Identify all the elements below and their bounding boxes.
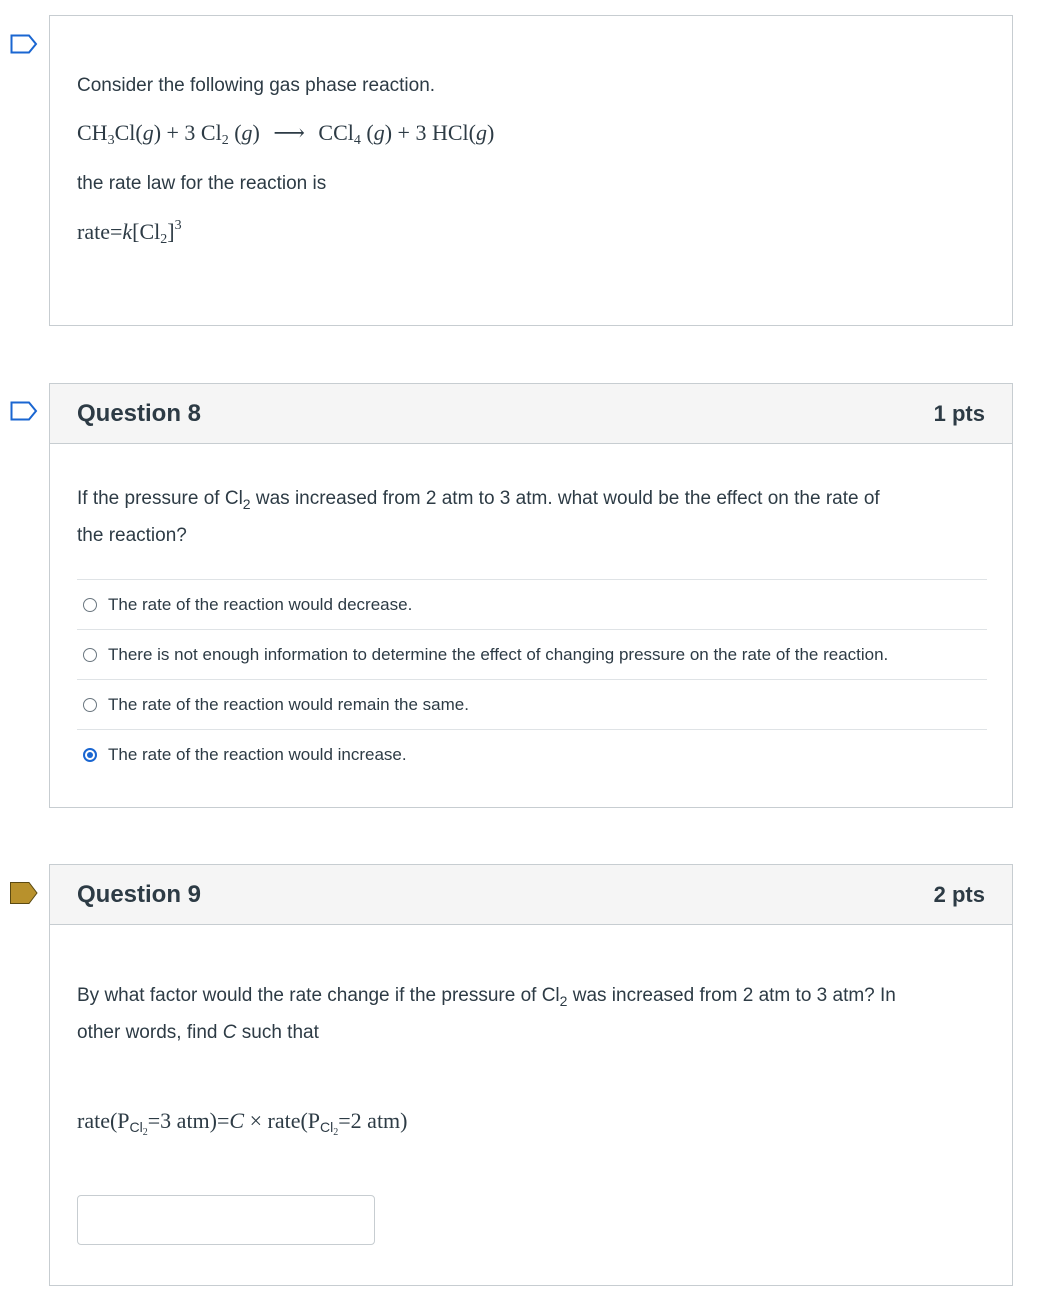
radio-button[interactable]: [83, 648, 97, 662]
bookmark-flag-icon-q8[interactable]: [10, 401, 38, 421]
rate-law-equation: $rate=k[Cl_2]^3$: [77, 218, 182, 247]
answer-label: The rate of the reaction would remain the same.: [108, 694, 469, 714]
answer-option-3[interactable]: [77, 679, 987, 729]
radio-button[interactable]: [83, 598, 97, 612]
question-9-points: 2 pts: [933, 881, 985, 907]
question-9-title: Question 9: [77, 880, 202, 908]
question-9-equation: $rate(P_{Cl_2}=3$ $atm)=C \times rate(P_{Cl_2}=2$ atm): [77, 1108, 408, 1138]
question-8-answers: [77, 579, 987, 779]
reaction-equation: $CH_3Cl(g) + 3$ $Cl_2$ (g) ⟶ CCl$_4$ (g) + 3 HCl(g): [77, 120, 495, 148]
answer-option-1[interactable]: [77, 579, 987, 629]
question-9-panel: [49, 864, 1013, 1286]
answer-label: There is not enough information to determine the effect of changing pressure on the rate of the reaction.: [108, 644, 889, 664]
question-8-points: 1 pts: [933, 400, 985, 426]
question-8-prompt: If the pressure of $Cl_2$ was increased from 2 atm to 3 atm. what would be the effect on the rate of the reaction?: [77, 488, 880, 546]
question-8-panel: [49, 383, 1013, 808]
answer-label: The rate of the reaction would decrease.: [108, 594, 413, 614]
intro-panel: [49, 15, 1013, 326]
radio-button[interactable]: [83, 698, 97, 712]
question-9-header: [50, 865, 1012, 925]
answer-option-2[interactable]: [77, 629, 987, 679]
bookmark-flag-icon-q9[interactable]: [10, 882, 38, 902]
question-9-prompt: By what factor would the rate change if the pressure of $Cl_2$ was increased from 2 atm to 3 atm? In other words, find C such that: [77, 985, 896, 1043]
answer-option-4[interactable]: [77, 729, 987, 779]
bookmark-flag-icon-intro[interactable]: [10, 34, 38, 54]
question-8-header: [50, 384, 1012, 444]
answer-label: The rate of the reaction would increase.: [108, 744, 407, 764]
rate-law-text: the rate law for the reaction is: [77, 173, 327, 194]
intro-text: Consider the following gas phase reaction.: [77, 75, 436, 96]
question-8-title: Question 8: [77, 399, 202, 427]
answer-input[interactable]: [77, 1195, 375, 1245]
radio-button-selected[interactable]: [83, 748, 97, 762]
